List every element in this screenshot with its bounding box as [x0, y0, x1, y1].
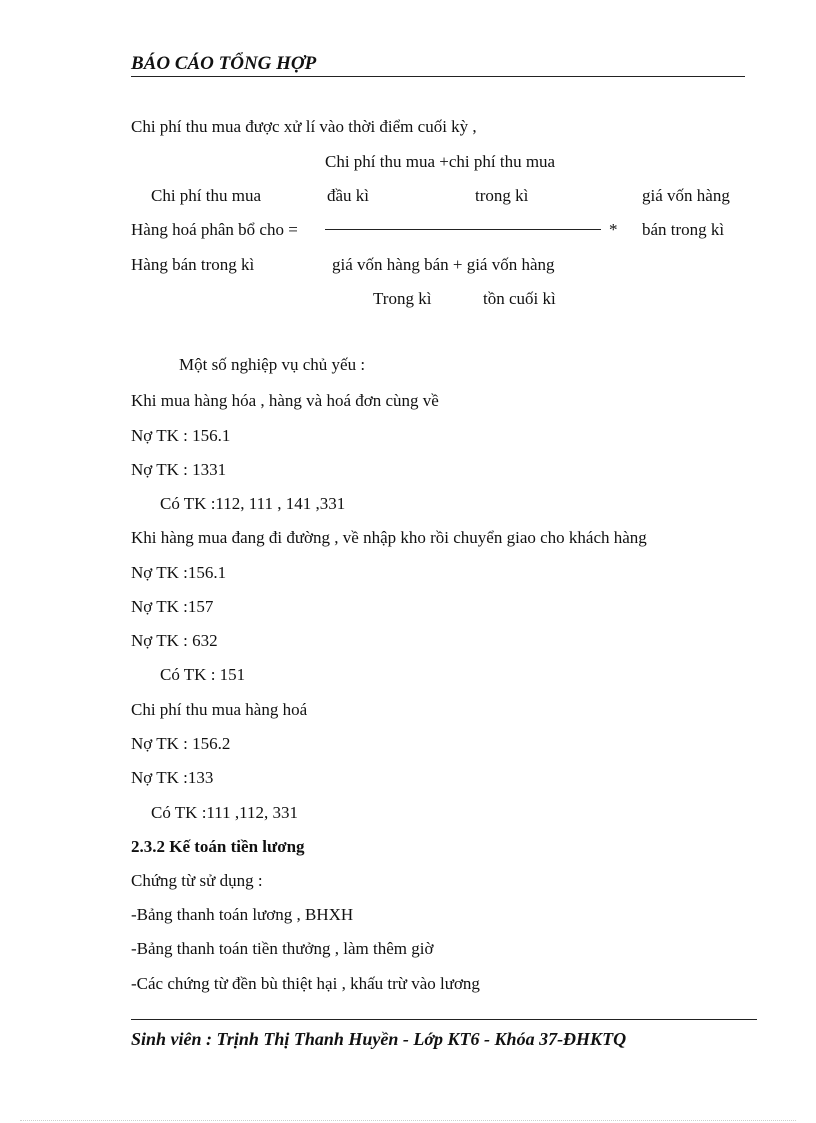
header-divider — [131, 76, 745, 77]
journal-entry-line: Nợ TK : 632 — [131, 631, 218, 650]
operations-intro: Một số nghiệp vụ chủ yếu : — [179, 355, 366, 374]
journal-entry-line: Nợ TK :157 — [131, 597, 214, 616]
document-list-item: -Bảng thanh toán lương , BHXH — [131, 905, 354, 924]
case-goods-in-transit: Khi hàng mua đang đi đường , về nhập kho rồi chuyển giao cho khách hàng — [131, 528, 647, 547]
journal-entry-line: Nợ TK : 156.2 — [131, 734, 231, 753]
formula-intro: Chi phí thu mua được xử lí vào thời điểm cuối kỳ , — [131, 117, 477, 136]
documents-intro: Chứng từ sử dụng : — [131, 871, 263, 890]
journal-entry-line: Nợ TK :156.1 — [131, 563, 227, 582]
case-purchase-costs: Chi phí thu mua hàng hoá — [131, 700, 308, 719]
page-bottom-edge — [20, 1120, 796, 1121]
document-list-item: -Các chứng từ đền bù thiệt hại , khấu trừ vào lương — [131, 974, 480, 993]
formula-left-label-1: Chi phí thu mua — [151, 186, 262, 205]
formula-denominator-top: giá vốn hàng bán + giá vốn hàng — [332, 255, 555, 274]
page-header-title: BÁO CÁO TỔNG HỢP — [131, 53, 317, 74]
formula-numerator-part-1: đầu kì — [327, 186, 370, 205]
formula-denominator-part-1: Trong kì — [373, 289, 432, 308]
formula-numerator-part-2: trong kì — [475, 186, 529, 205]
formula-right-label-2: bán trong kì — [642, 220, 725, 239]
multiply-sign: * — [609, 220, 618, 239]
case-purchase-together: Khi mua hàng hóa , hàng và hoá đơn cùng về — [131, 391, 439, 410]
journal-entry-line: Có TK : 151 — [160, 665, 246, 684]
journal-entry-line: Có TK :111 ,112, 331 — [151, 803, 299, 822]
document-list-item: -Bảng thanh toán tiền thưởng , làm thêm giờ — [131, 939, 434, 958]
formula-denominator-part-2: tồn cuối kì — [483, 289, 556, 308]
footer-divider — [131, 1019, 757, 1020]
formula-left-label-3: Hàng bán trong kì — [131, 255, 255, 274]
journal-entry-line: Nợ TK : 156.1 — [131, 426, 231, 445]
fraction-bar — [325, 229, 601, 230]
formula-numerator-top: Chi phí thu mua +chi phí thu mua — [325, 152, 556, 171]
journal-entry-line: Nợ TK : 1331 — [131, 460, 227, 479]
page-footer: Sinh viên : Trịnh Thị Thanh Huyền - Lớp KT6 - Khóa 37-ĐHKTQ — [131, 1029, 627, 1049]
journal-entry-line: Có TK :112, 111 , 141 ,331 — [160, 494, 346, 513]
formula-right-label-1: giá vốn hàng — [642, 186, 730, 205]
section-heading: 2.3.2 Kế toán tiền lương — [131, 837, 305, 856]
formula-left-label-2: Hàng hoá phân bổ cho = — [131, 220, 298, 239]
journal-entry-line: Nợ TK :133 — [131, 768, 214, 787]
